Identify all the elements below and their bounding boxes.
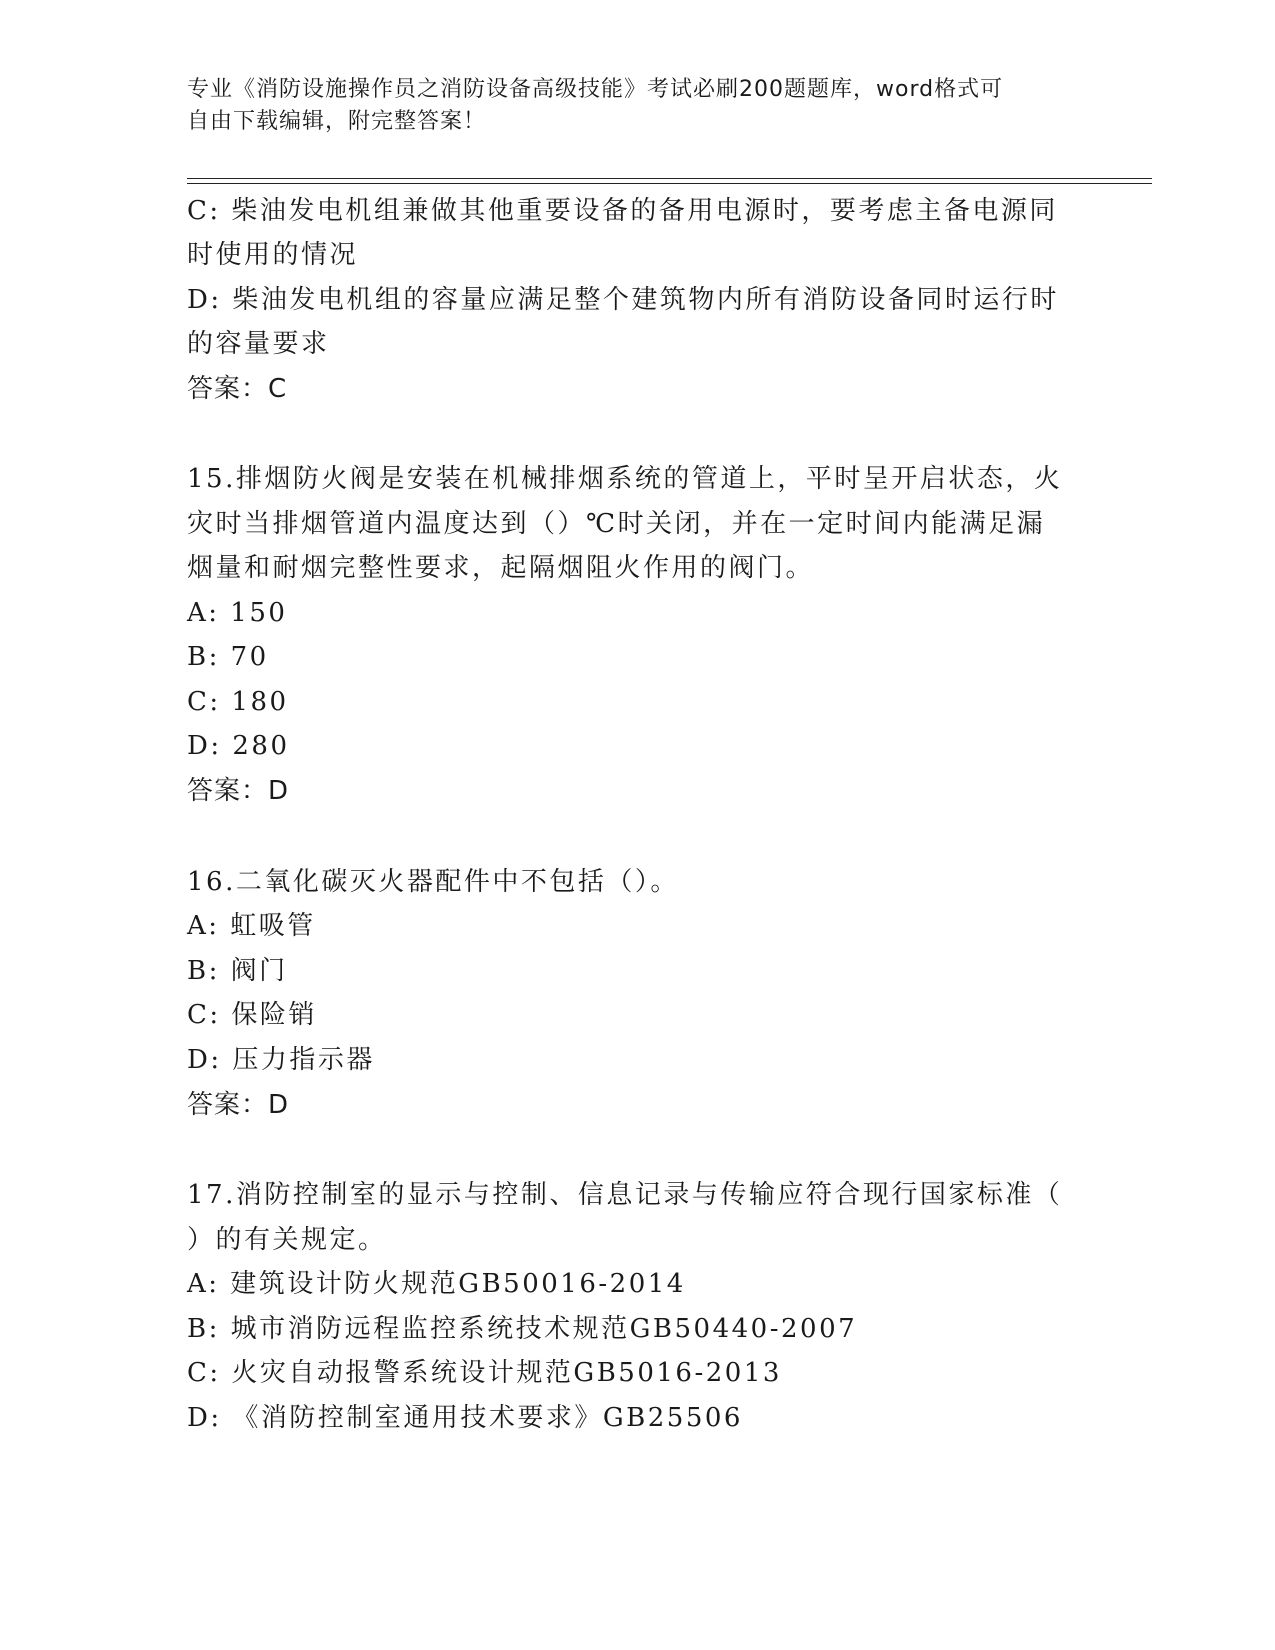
header-line-1: 专业《消防设施操作员之消防设备高级技能》考试必刷200题题库，word格式可 xyxy=(187,77,1004,102)
q17-option-a: A: 建筑设计防火规范GB50016-2014 xyxy=(187,1269,686,1299)
q16-option-a: A: 虹吸管 xyxy=(187,911,316,941)
q15-answer: 答案：D xyxy=(187,776,290,806)
q17-stem-line-1: 17.消防控制室的显示与控制、信息记录与传输应符合现行国家标准（ xyxy=(187,1180,1063,1210)
header-line-2: 自由下载编辑，附完整答案！ xyxy=(187,109,487,134)
q15-stem-line-1: 15.排烟防火阀是安装在机械排烟系统的管道上，平时呈开启状态，火 xyxy=(187,464,1063,494)
q16-option-d: D: 压力指示器 xyxy=(187,1045,375,1075)
q16-stem: 16.二氧化碳灭火器配件中不包括（）。 xyxy=(187,867,679,897)
q16-option-c: C: 保险销 xyxy=(187,1000,317,1030)
header-divider-bottom xyxy=(187,183,1152,184)
q16-option-b: B: 阀门 xyxy=(187,956,288,986)
q17-option-d: D: 《消防控制室通用技术要求》GB25506 xyxy=(187,1403,743,1433)
q17-option-c: C: 火灾自动报警系统设计规范GB5016-2013 xyxy=(187,1358,782,1388)
header-divider-top xyxy=(187,178,1152,179)
q15-option-a: A: 150 xyxy=(187,598,288,628)
q14-option-d-line-1: D: 柴油发电机组的容量应满足整个建筑物内所有消防设备同时运行时 xyxy=(187,285,1059,315)
q15-option-b: B: 70 xyxy=(187,642,269,672)
q17-option-b: B: 城市消防远程监控系统技术规范GB50440-2007 xyxy=(187,1314,858,1344)
q17-stem-line-2: ）的有关规定。 xyxy=(187,1225,387,1255)
q14-option-c-line-1: C: 柴油发电机组兼做其他重要设备的备用电源时，要考虑主备电源同 xyxy=(187,196,1058,226)
q14-option-d-line-2: 的容量要求 xyxy=(187,329,330,359)
q15-option-c: C: 180 xyxy=(187,687,289,717)
q14-answer: 答案：C xyxy=(187,374,288,404)
q14-option-c-line-2: 时使用的情况 xyxy=(187,240,359,270)
q16-answer: 答案：D xyxy=(187,1090,290,1120)
q15-stem-line-3: 烟量和耐烟完整性要求，起隔烟阻火作用的阀门。 xyxy=(187,553,815,583)
q15-option-d: D: 280 xyxy=(187,731,290,761)
document-header xyxy=(187,74,1067,138)
q15-stem-line-2: 灾时当排烟管道内温度达到（）℃时关闭，并在一定时间内能满足漏 xyxy=(187,509,1046,539)
